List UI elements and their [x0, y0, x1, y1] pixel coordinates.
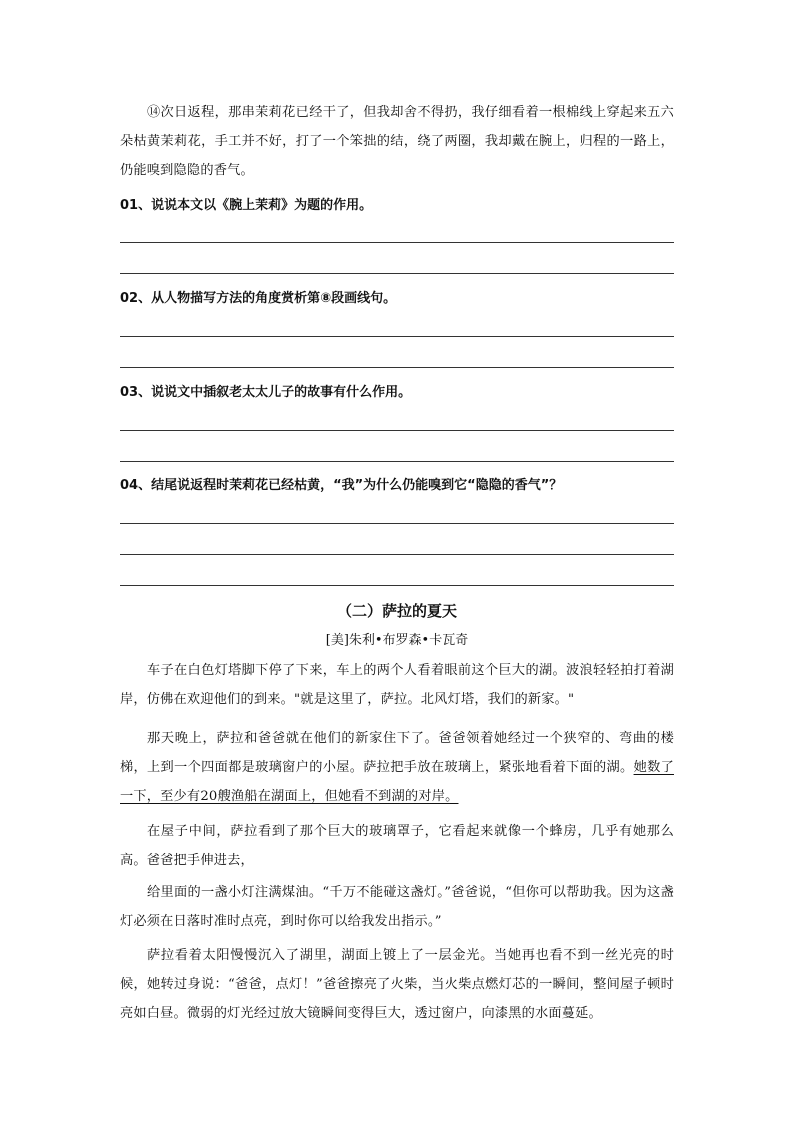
story2-paragraph-4: 给里面的一盏小灯注满煤油。“千万不能碰这盏灯。”爸爸说，“但你可以帮助我。因为这盏灯必须在日落时准时点亮，到时你可以给我发出指示。”: [120, 885, 674, 929]
question-4: 04、结尾说返程时茉莉花已经枯黄，“我”为什么仍能嗅到它“隐隐的香气”？: [120, 478, 563, 493]
paragraph-text: 那天晚上，萨拉和爸爸就在他们的新家住下了。爸爸领着她经过一个狭窄的、弯曲的楼梯，上到一个四面都是玻璃窗户的小屋。萨拉把手放在玻璃上，紧张地看着下面的湖。: [120, 731, 674, 775]
story2-title: （二）萨拉的夏天: [336, 602, 457, 620]
answer-line[interactable]: [120, 523, 674, 524]
answer-line[interactable]: [120, 367, 674, 368]
answer-line[interactable]: [120, 585, 674, 586]
story2-paragraph-3: 在屋子中间，萨拉看到了那个巨大的玻璃罩子，它看起来就像一个蜂房，几乎有她那么高。爸爸把手伸进去，: [120, 824, 674, 868]
underlined-sentence: 她数了一下，至少有20艘渔船在湖面上，但她看不到湖的对岸。: [120, 760, 674, 804]
answer-line[interactable]: [120, 430, 674, 431]
story2-paragraph-1: 车子在白色灯塔脚下停了下来，车上的两个人看着眼前这个巨大的湖。波浪轻轻拍打着湖岸，仿佛在欢迎他们的到来。"就是这里了，萨拉。北风灯塔，我们的新家。": [120, 663, 674, 707]
story1-paragraph-14: ⑭次日返程，那串茉莉花已经干了，但我却舍不得扔，我仔细看着一根棉线上穿起来五六朵枯黄茉莉花，手工并不好，打了一个笨拙的结，绕了两圈，我却戴在腕上，归程的一路上，仍能嗅到隐隐的香气。: [120, 105, 674, 178]
story2-author: [美]朱利•布罗森•卡瓦奇: [325, 633, 469, 648]
question-1: 01、说说本文以《腕上茉莉》为题的作用。: [120, 198, 373, 213]
answer-line[interactable]: [120, 273, 674, 274]
answer-line[interactable]: [120, 461, 674, 462]
story2-paragraph-2: [120, 724, 674, 811]
answer-line[interactable]: [120, 336, 674, 337]
story2-paragraph-5: 萨拉看着太阳慢慢沉入了湖里，湖面上镀上了一层金光。当她再也看不到一丝光亮的时候，她转过身说：“爸爸，点灯！”爸爸擦亮了火柴，当火柴点燃灯芯的一瞬间，整间屋子顿时亮如白昼。微弱的灯光经过放大镜瞬间变得巨大，透过窗户，向漆黑的水面蔓延。: [120, 948, 674, 1021]
question-2: 02、从人物描写方法的角度赏析第⑧段画线句。: [120, 291, 397, 306]
answer-line[interactable]: [120, 242, 674, 243]
answer-line[interactable]: [120, 554, 674, 555]
document-page: [120, 0, 674, 1123]
question-3: 03、说说文中插叙老太太儿子的故事有什么作用。: [120, 385, 412, 400]
